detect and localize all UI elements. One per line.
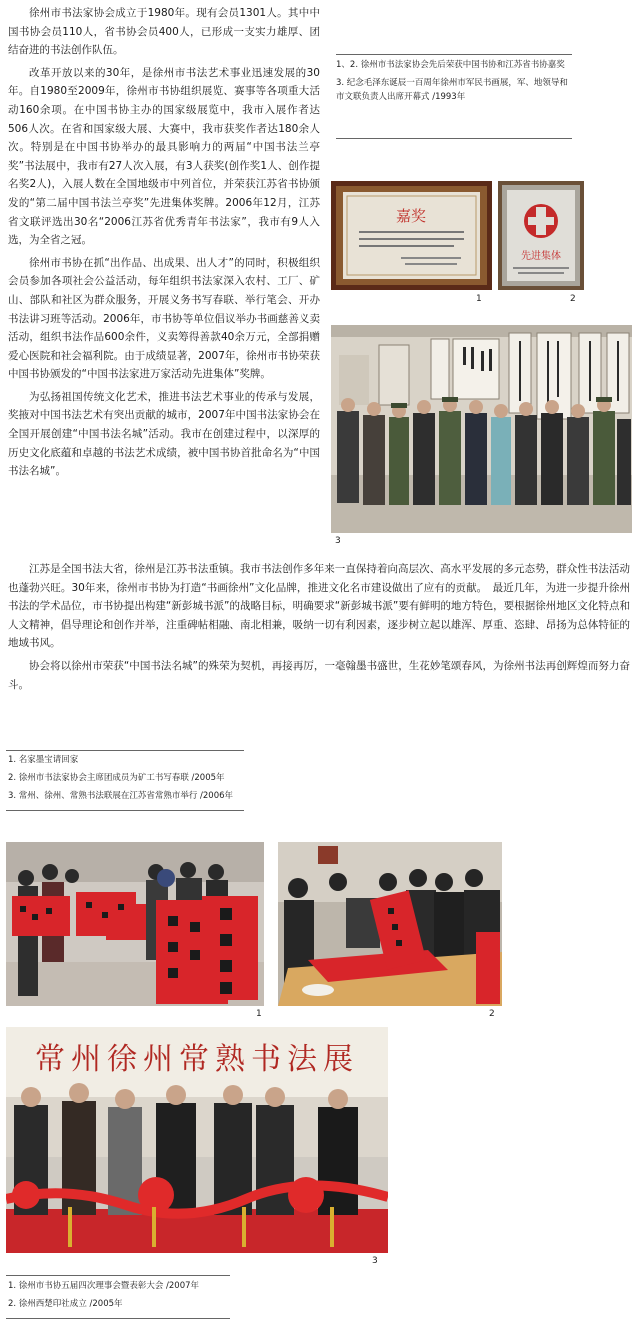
photo-number: 2	[570, 294, 576, 304]
photo-number: 3	[335, 536, 341, 546]
caption: 2. 徐州西楚印社成立 /2005年	[8, 1299, 123, 1309]
photo-number: 1	[256, 1009, 262, 1019]
award-plaque-photo-1	[331, 181, 492, 290]
plaque-title: 嘉奖	[395, 207, 427, 225]
spring-couplets-photo	[6, 842, 264, 1006]
divider	[6, 1318, 230, 1319]
divider	[6, 750, 244, 751]
paragraph: 为弘扬祖国传统文化艺术，推进书法艺术事业的传承与发展，奖掖对中国书法艺术有突出贡献的城市，2007年中国书法家协会在全国开展创建“中国书法名城”活动。我市在创建过程中，以深厚的历史文化底蕴和卓越的书法艺术成绩，被中国书协首批命名为“中国书法名城”。	[8, 390, 320, 478]
paragraph: 江苏是全国书法大省，徐州是江苏书法重镇。我市书法创作多年来一直保持着向高层次、高水平发展的多元态势，群众性书法活动也蓬勃兴旺。30年来，徐州市书协为打造“书画徐州”文化品牌，推进文化名市建设做出了应有的贡献。 最近几年，为进一步提升徐州书法的学术品位，市书协提出构建“新彭城书派”的战略目标，明确要求“新彭城书派”要有鲜明的地方特色，要根据徐州地区文化特点和人文精神，倡导理论和创作并举，注重碑帖相融、南北相兼，吸纳一切有利因素，逐步树立起以雄浑、厚重、恣肆、昂扬为总体特征的地域书风。	[8, 563, 630, 650]
caption-block-right	[336, 58, 572, 104]
award-plaque-photo-2	[498, 181, 584, 290]
exhibition-opening-photo	[6, 1027, 388, 1253]
divider	[336, 138, 572, 139]
divider	[336, 54, 572, 55]
left-column	[8, 4, 320, 481]
caption: 2. 徐州市书法家协会主席团成员为矿工书写春联 /2005年	[8, 773, 225, 783]
paragraph: 徐州市书协在抓“出作品、出成果、出人才”的同时，积极组织会员参加各项社会公益活动，每年组织书法家深入农村、工厂、矿山、部队和社区为群众服务，开展义务书写春联、举行笔会、开办书法讲习班等活动。2006年，市书协等单位倡议举办书画慈善义卖活动，组织书法作品600余件，义卖筹得善款40余万元，全部捐赠爱心医院和社会福利院。由于成绩显著，2007年，徐州市书协荣获中国书协颁发的“中国书法家进万家活动先进集体”奖牌。	[8, 256, 320, 381]
caption: 1. 徐州市书协五届四次理事会暨表彰大会 /2007年	[8, 1281, 200, 1291]
full-width-text	[8, 560, 630, 694]
caption: 1. 名家墨宝请回家	[8, 755, 79, 765]
caption: 3. 纪念毛泽东诞辰一百周年徐州市军民书画展，军、地领导和市文联负责人出席开幕式 /1993年	[336, 78, 568, 102]
banner-text: 常州徐州常熟书法展	[35, 1042, 359, 1077]
plaque-title: 先进集体	[521, 251, 561, 262]
writing-couplets-photo	[278, 842, 502, 1006]
photo-number: 3	[372, 1256, 378, 1266]
caption-block-middle	[8, 753, 258, 803]
divider	[6, 1275, 230, 1276]
caption: 1、2. 徐州市书法家协会先后荣获中国书协和江苏省书协嘉奖	[336, 60, 565, 70]
paragraph: 徐州市书法家协会成立于1980年。现有会员1301人。其中中国书协会员110人，省书协会员400人，已形成一支实力雄厚、团结奋进的书法创作队伍。	[8, 7, 320, 57]
paragraph: 改革开放以来的30年，是徐州市书法艺术事业迅速发展的30年。自1980至2009年，徐州市书协组织展览、赛事等各项重大活动160余项。在中国书协主办的国家级展览中，我市入展作者达506人次。在省和国家级大展、大赛中，我市获奖作者达180余人次。特别是在中国书协举办的最具影响力的两届“中国书法兰亭奖”书法展中，我市有27人次入展，有3人获奖(创作奖1人、创作提名奖2人)，入展人数在全国地级市中列首位，并荣获江苏省书协颁发的“第二届中国书法兰亭奖”先进集体奖牌。2006年12月，江苏省文联评选出30名“2006江苏省优秀青年书法家”，我市有9人入选，为全省之冠。	[8, 66, 320, 247]
paragraph: 协会将以徐州市荣获“中国书法名城”的殊荣为契机，再接再厉，一毫翰墨书盛世，生花妙笔颂春风，为徐州书法再创辉煌而努力奋斗。	[8, 659, 630, 691]
caption: 3. 常州、徐州、常熟书法联展在江苏省常熟市举行 /2006年	[8, 791, 234, 801]
photo-number: 2	[489, 1009, 495, 1019]
exhibition-group-photo	[331, 325, 632, 533]
caption-block-bottom	[8, 1279, 258, 1311]
photo-number: 1	[476, 294, 482, 304]
divider	[6, 810, 244, 811]
